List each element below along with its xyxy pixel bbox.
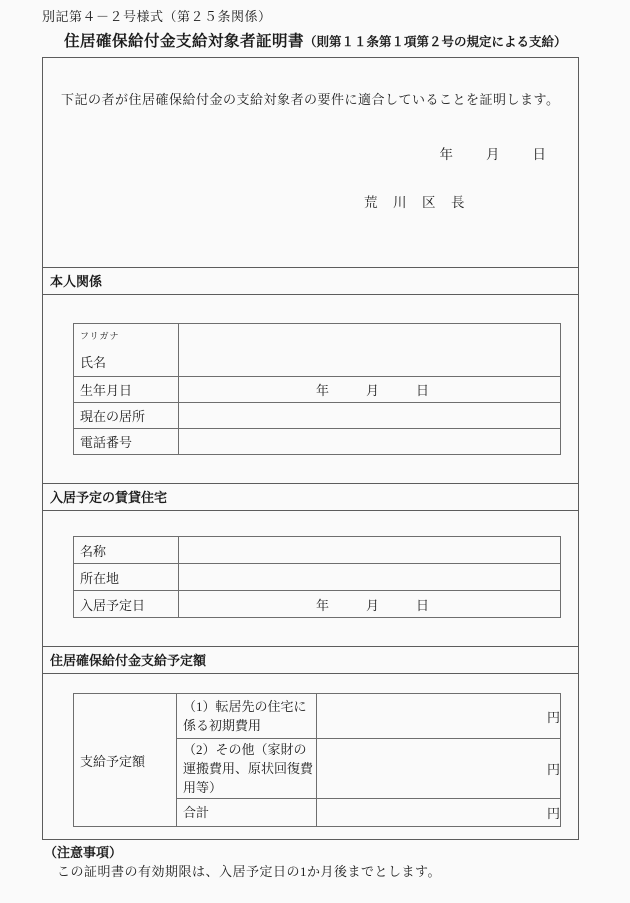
total-label: 合計	[177, 799, 317, 827]
phone-number-label: 電話番号	[74, 429, 179, 455]
document-title	[64, 29, 567, 51]
movein-date-label: 入居予定日	[74, 591, 179, 618]
furigana-label: フリガナ	[80, 331, 120, 341]
day-label: 日	[416, 597, 430, 613]
document-title-main: 住居確保給付金支給対象者証明書	[64, 33, 305, 50]
name-label-cell	[74, 324, 179, 377]
housing-location-label: 所在地	[74, 564, 179, 591]
section-heading-housing: 入居予定の賃貸住宅	[43, 483, 578, 511]
name-label: 氏名	[80, 355, 107, 370]
phone-number-value-cell	[179, 429, 561, 455]
initial-cost-unit-label: 円	[317, 694, 561, 739]
initial-cost-label: （1）転居先の住宅に係る初期費用	[177, 694, 317, 739]
issue-date-line	[440, 143, 547, 163]
current-address-value-cell	[179, 403, 561, 429]
notes-heading: （注意事項）	[44, 845, 123, 860]
document-title-note: （則第１１条第１項第２号の規定による支給）	[304, 35, 567, 49]
year-label: 年	[315, 597, 329, 613]
section-heading-personal: 本人関係	[43, 267, 578, 295]
housing-location-value-cell	[179, 564, 561, 591]
housing-name-label: 名称	[74, 537, 179, 564]
day-label: 日	[416, 383, 430, 398]
table-row	[74, 537, 561, 564]
year-label: 年	[315, 383, 329, 398]
month-label: 月	[365, 597, 379, 613]
other-cost-label: （2）その他（家財の運搬費用、原状回復費用等）	[177, 739, 317, 799]
other-cost-unit-label: 円	[317, 739, 561, 799]
current-address-label: 現在の居所	[74, 403, 179, 429]
statement-text: 下記の者が住居確保給付金の支給対象者の要件に適合していることを証明します。	[61, 92, 560, 107]
movein-date-value-cell	[179, 591, 561, 618]
planned-amount-label: 支給予定額	[74, 694, 177, 827]
birthdate-label: 生年月日	[74, 377, 179, 403]
issue-date-day-label: 日	[532, 147, 546, 162]
section-heading-payment: 住居確保給付金支給予定額	[43, 646, 578, 674]
issuer-name: 荒 川 区 長	[364, 195, 466, 210]
certificate-box	[42, 57, 579, 840]
issue-date-month-label: 月	[486, 147, 500, 162]
housing-info-table	[73, 536, 561, 618]
table-row	[74, 429, 561, 455]
birthdate-value-cell	[179, 377, 561, 403]
notes-body: この証明書の有効期限は、入居予定日の1か月後までとします。	[57, 864, 441, 879]
table-row	[74, 591, 561, 618]
personal-info-table	[73, 323, 561, 455]
issue-date-year-label: 年	[439, 147, 453, 162]
table-row	[74, 403, 561, 429]
table-row	[74, 694, 561, 739]
form-number: 別記第４－２号様式（第２５条関係）	[42, 9, 272, 24]
movein-date-units	[185, 595, 560, 614]
total-unit-label: 円	[317, 799, 561, 827]
month-label: 月	[365, 383, 379, 398]
payment-amount-table	[73, 693, 561, 827]
birthdate-units	[185, 380, 560, 399]
table-row	[74, 564, 561, 591]
name-value-cell	[179, 324, 561, 377]
table-row	[74, 377, 561, 403]
table-row	[74, 324, 561, 377]
housing-name-value-cell	[179, 537, 561, 564]
